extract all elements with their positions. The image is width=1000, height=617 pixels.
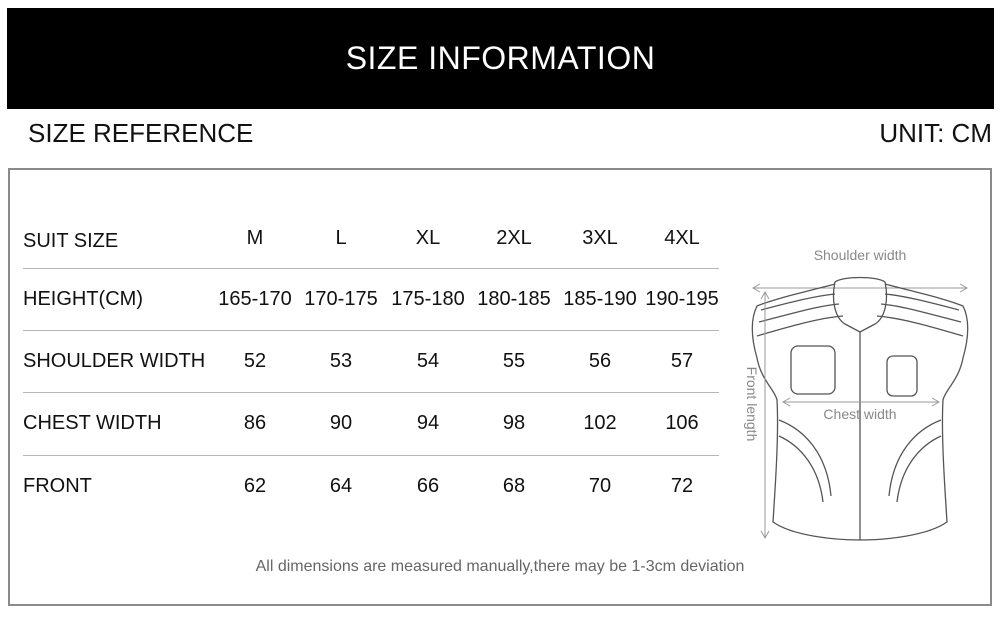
table-cell: 180-185	[477, 288, 551, 310]
table-cell: 55	[502, 350, 526, 372]
table-cell: 57	[670, 350, 694, 372]
size-reference-label: SIZE REFERENCE	[28, 118, 254, 148]
row-label-chest-width: CHEST WIDTH	[23, 412, 162, 434]
front-length-arrow	[761, 292, 769, 538]
size-header-3xl: 3XL	[582, 227, 618, 249]
table-cell: 70	[588, 475, 612, 497]
table-cell: 185-190	[563, 288, 637, 310]
row-divider	[23, 455, 719, 456]
table-cell: 190-195	[645, 288, 719, 310]
table-cell: 175-180	[391, 288, 465, 310]
vest-measurement-diagram	[735, 240, 985, 550]
unit-label: UNIT: CM	[879, 118, 992, 148]
size-header-l: L	[335, 227, 347, 249]
shoulder-width-label: Shoulder width	[813, 247, 907, 263]
row-divider	[23, 268, 719, 269]
header-banner	[7, 8, 994, 109]
suit-size-header: SUIT SIZE	[23, 230, 119, 252]
table-cell: 98	[502, 412, 526, 434]
size-header-m: M	[246, 227, 264, 249]
size-header-xl: XL	[415, 227, 441, 249]
row-divider	[23, 330, 719, 331]
table-cell: 94	[416, 412, 440, 434]
table-cell: 72	[670, 475, 694, 497]
table-cell: 170-175	[304, 288, 378, 310]
table-cell: 86	[243, 412, 267, 434]
measurement-note: All dimensions are measured manually,there may be 1-3cm deviation	[255, 558, 745, 575]
table-cell: 106	[665, 412, 699, 434]
row-divider	[23, 392, 719, 393]
table-cell: 56	[588, 350, 612, 372]
row-label-front: FRONT	[23, 475, 92, 497]
size-header-2xl: 2XL	[496, 227, 532, 249]
front-length-label: Front length	[744, 366, 760, 442]
table-cell: 52	[243, 350, 267, 372]
table-cell: 53	[329, 350, 353, 372]
page-title: SIZE INFORMATION	[345, 40, 656, 76]
table-cell: 165-170	[218, 288, 292, 310]
table-cell: 68	[502, 475, 526, 497]
table-cell: 90	[329, 412, 353, 434]
table-cell: 64	[329, 475, 353, 497]
row-label-height: HEIGHT(CM)	[23, 288, 143, 310]
shoulder-width-arrow	[753, 284, 967, 292]
table-cell: 66	[416, 475, 440, 497]
table-cell: 54	[416, 350, 440, 372]
size-header-4xl: 4XL	[664, 227, 700, 249]
table-cell: 102	[583, 412, 617, 434]
chest-width-arrow	[783, 398, 939, 406]
chest-width-label: Chest width	[823, 406, 897, 422]
table-cell: 62	[243, 475, 267, 497]
row-label-shoulder-width: SHOULDER WIDTH	[23, 350, 206, 372]
